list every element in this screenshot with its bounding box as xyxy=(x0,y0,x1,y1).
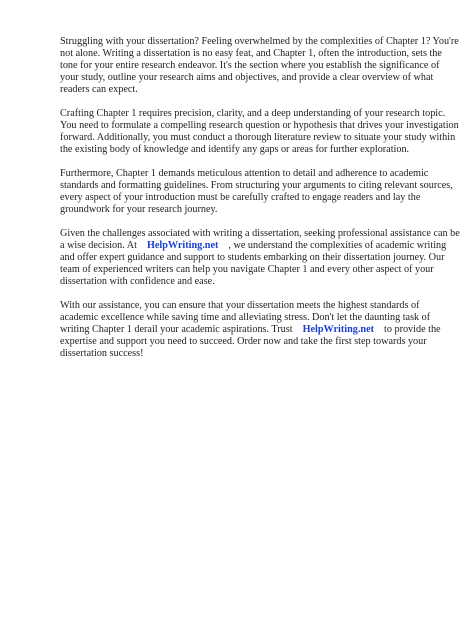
paragraph-crafting: Crafting Chapter 1 requires precision, clarity, and a deep understanding of your research topic. You need to formulate a compelling research question or hypothesis that drives your investigation forward. Additionally, you must conduct a thorough literature review to situate your study within the existing body of knowledge and identify any gaps or areas for further exploration. xyxy=(60,108,459,155)
document-body xyxy=(60,36,460,372)
paragraph-furthermore: Furthermore, Chapter 1 demands meticulous attention to detail and adherence to academic standards and formatting guidelines. From structuring your arguments to citing relevant sources, every aspect of your introduction must be carefully crafted to engage readers and lay the groundwork for your research journey. xyxy=(60,168,453,215)
paragraph-assistance-text-before: With our assistance, you can ensure that your dissertation meets the highest standards of academic excellence while saving time and alleviating stress. Don't let the daunting task of writing Chapter 1 derail your academic aspirations. Trust xyxy=(60,300,431,336)
paragraph-given-challenges-text-after: , we understand the complexities of academic writing and offer expert guidance and support to students embarking on their dissertation journey. Our team of experienced writers can help you navigate Chapter 1 and every other aspect of your dissertation with confidence and ease. xyxy=(60,240,447,287)
helpwriting-link[interactable]: HelpWriting.net xyxy=(146,240,219,252)
paragraph-given-challenges xyxy=(60,228,460,288)
paragraph-assistance xyxy=(60,300,460,360)
paragraph-assistance-text-after: to provide the expertise and support you need to succeed. Order now and take the first step towards your dissertation success! xyxy=(60,324,441,359)
helpwriting-link[interactable]: HelpWriting.net xyxy=(302,324,374,336)
paragraph-given-challenges-text-before: Given the challenges associated with writing a dissertation, seeking professional assistance can be a wise decision. At xyxy=(60,228,460,252)
paragraph-intro: Struggling with your dissertation? Feeling overwhelmed by the complexities of Chapter 1? You're not alone. Writing a dissertation is no easy feat, and Chapter 1, often the introduction, sets the tone for your entire research endeavor. It's the section where you establish the significance of your study, outline your research aims and objectives, and provide a clear overview of what readers can expect. xyxy=(60,36,459,95)
